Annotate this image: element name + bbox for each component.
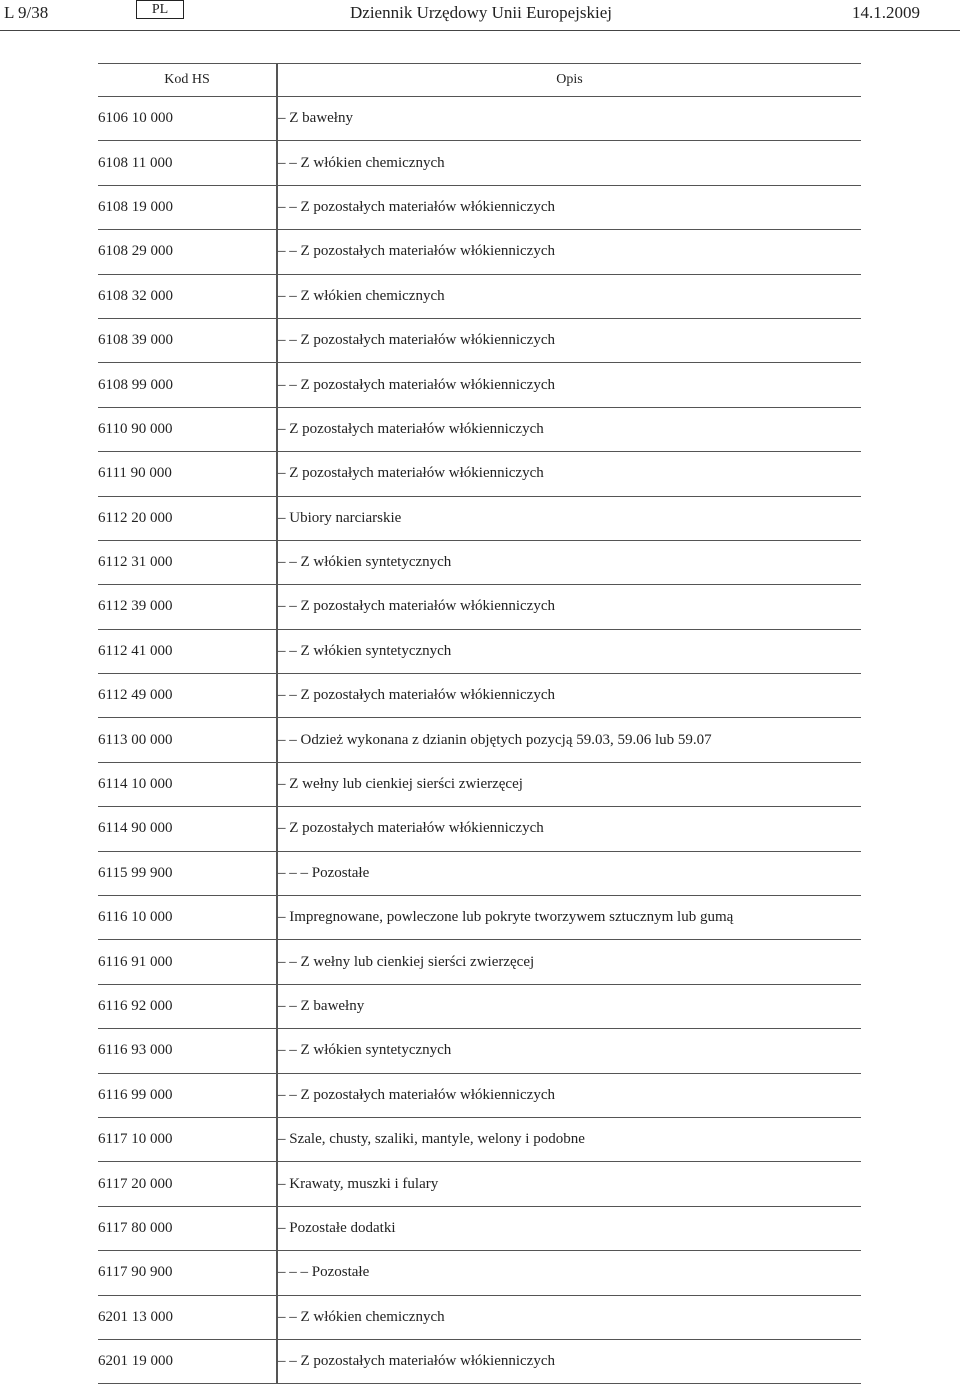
description-cell: – – Z włókien syntetycznych [277,1029,861,1073]
hs-code-cell: 6108 29 000 [98,230,277,274]
description-cell: – Impregnowane, powleczone lub pokryte tworzywem sztucznym lub gumą [277,896,861,940]
table-row [98,141,861,185]
table-row [98,1339,861,1383]
description-cell: – Z pozostałych materiałów włókienniczych [277,807,861,851]
description-cell: – Krawaty, muszki i fulary [277,1162,861,1206]
table-row [98,1295,861,1339]
hs-code-cell: 6111 90 000 [98,452,277,496]
table-row [98,318,861,362]
description-cell: – – Z włókien chemicznych [277,1295,861,1339]
column-header-description: Opis [277,64,861,97]
description-cell: – – Z włókien chemicznych [277,141,861,185]
description-cell: – – Z włókien syntetycznych [277,629,861,673]
table-row [98,718,861,762]
hs-code-cell: 6201 19 000 [98,1339,277,1383]
hs-code-cell: 6108 99 000 [98,363,277,407]
hs-code-cell: 6108 11 000 [98,141,277,185]
description-cell: – – Z pozostałych materiałów włókienniczych [277,674,861,718]
page-reference: L 9/38 [4,3,49,22]
hs-code-cell: 6117 80 000 [98,1206,277,1250]
table-row [98,1162,861,1206]
table-row [98,230,861,274]
hs-code-cell: 6112 20 000 [98,496,277,540]
table-header-row [98,64,861,97]
description-cell: – – Odzież wykonana z dzianin objętych pozycją 59.03, 59.06 lub 59.07 [277,718,861,762]
hs-code-cell: 6116 93 000 [98,1029,277,1073]
table-row [98,629,861,673]
table-row [98,940,861,984]
description-cell: – – Z bawełny [277,984,861,1028]
hs-code-cell: 6116 92 000 [98,984,277,1028]
hs-code-cell: 6112 31 000 [98,540,277,584]
description-cell: – – – Pozostałe [277,851,861,895]
description-cell: – Z bawełny [277,97,861,141]
hs-code-cell: 6117 10 000 [98,1117,277,1161]
description-cell: – – Z włókien chemicznych [277,274,861,318]
description-cell: – – Z włókien syntetycznych [277,540,861,584]
description-cell: – – Z pozostałych materiałów włókienniczych [277,230,861,274]
language-badge: PL [136,0,184,19]
description-cell: – Z wełny lub cienkiej sierści zwierzęcej [277,762,861,806]
description-cell: – – Z pozostałych materiałów włókienniczych [277,363,861,407]
hs-code-cell: 6106 10 000 [98,97,277,141]
hs-code-cell: 6110 90 000 [98,407,277,451]
table-row [98,984,861,1028]
table-row [98,1251,861,1295]
description-cell: – Ubiory narciarskie [277,496,861,540]
table-row [98,1117,861,1161]
table-row [98,1206,861,1250]
table-row [98,97,861,141]
hs-code-cell: 6114 90 000 [98,807,277,851]
description-cell: – Z pozostałych materiałów włókienniczych [277,452,861,496]
journal-title: Dziennik Urzędowy Unii Europejskiej [350,3,613,22]
description-cell: – – Z pozostałych materiałów włókienniczych [277,1073,861,1117]
hs-code-cell: 6201 13 000 [98,1295,277,1339]
description-cell: – Szale, chusty, szaliki, mantyle, welony i podobne [277,1117,861,1161]
publication-date: 14.1.2009 [852,3,920,22]
hs-code-cell: 6117 90 900 [98,1251,277,1295]
table-row [98,496,861,540]
table-row [98,185,861,229]
description-cell: – – – Pozostałe [277,1251,861,1295]
table-row [98,896,861,940]
hs-code-table [98,63,861,1384]
table-row [98,452,861,496]
table-row [98,540,861,584]
table-row [98,674,861,718]
table-row [98,407,861,451]
description-cell: – – Z pozostałych materiałów włókienniczych [277,318,861,362]
hs-code-cell: 6113 00 000 [98,718,277,762]
hs-code-cell: 6116 99 000 [98,1073,277,1117]
table-row [98,807,861,851]
hs-code-cell: 6112 39 000 [98,585,277,629]
description-cell: – Z pozostałych materiałów włókienniczych [277,407,861,451]
hs-code-cell: 6112 49 000 [98,674,277,718]
table-row [98,1029,861,1073]
description-cell: – – Z pozostałych materiałów włókienniczych [277,1339,861,1383]
table-row [98,363,861,407]
hs-code-cell: 6115 99 900 [98,851,277,895]
hs-code-cell: 6117 20 000 [98,1162,277,1206]
hs-code-cell: 6108 39 000 [98,318,277,362]
hs-code-cell: 6116 10 000 [98,896,277,940]
table-row [98,851,861,895]
header-divider [0,30,960,31]
table-row [98,1073,861,1117]
table-row [98,274,861,318]
description-cell: – – Z pozostałych materiałów włókienniczych [277,185,861,229]
table-row [98,585,861,629]
hs-code-cell: 6116 91 000 [98,940,277,984]
description-cell: – – Z pozostałych materiałów włókienniczych [277,585,861,629]
column-header-code: Kod HS [98,64,277,97]
hs-code-cell: 6108 32 000 [98,274,277,318]
table-row [98,762,861,806]
description-cell: – Pozostałe dodatki [277,1206,861,1250]
hs-code-cell: 6112 41 000 [98,629,277,673]
page-header [0,0,960,26]
hs-code-cell: 6108 19 000 [98,185,277,229]
description-cell: – – Z wełny lub cienkiej sierści zwierzęcej [277,940,861,984]
hs-code-cell: 6114 10 000 [98,762,277,806]
table-body [98,97,861,1384]
